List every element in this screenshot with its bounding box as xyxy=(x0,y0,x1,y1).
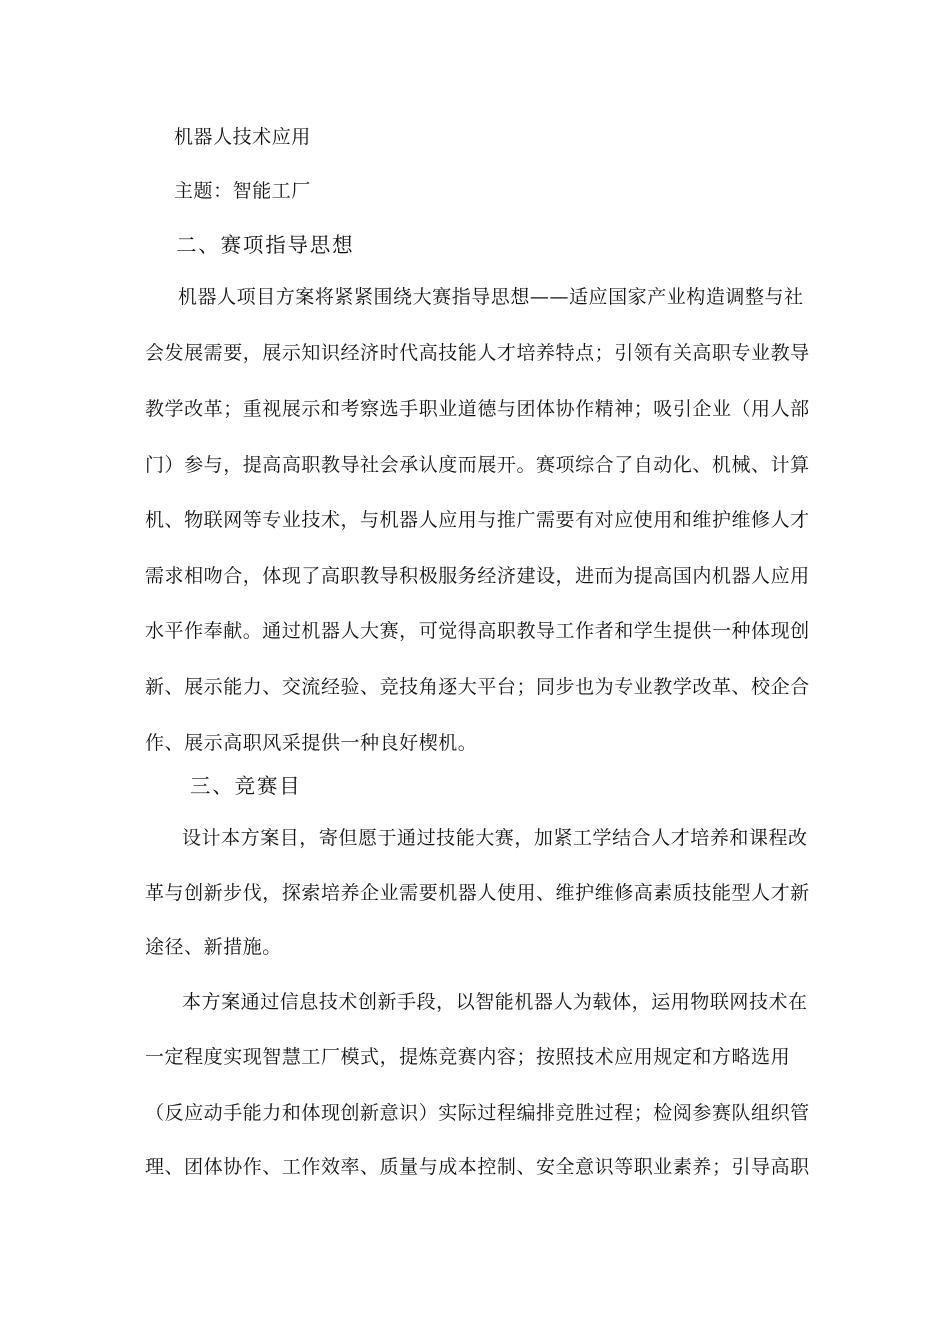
section3-line: 一定程度实现智慧工厂模式，提炼竞赛内容；按照技术应用规定和方略选用 xyxy=(145,1046,791,1068)
section2-line: 会发展需要，展示知识经济时代高技能人才培养特点；引领有关高职专业教导 xyxy=(145,342,810,364)
section2-line: 机、物联网等专业技术，与机器人应用与推广需要有对应使用和维护维修人才 xyxy=(145,509,810,531)
section3-heading: 三、竞赛目 xyxy=(190,774,302,798)
document-title: 机器人技术应用 xyxy=(174,126,311,148)
section3-line: 本方案通过信息技术创新手段，以智能机器人为载体，运用物联网技术在 xyxy=(182,991,808,1013)
section2-heading: 二、赛项指导思想 xyxy=(176,233,355,257)
section3-line: （反应动手能力和体现创新意识）实际过程编排竞胜过程；检阅参赛队组织管 xyxy=(145,1102,810,1124)
section3-line: 途径、新措施。 xyxy=(145,936,282,958)
section2-line: 需求相吻合，体现了高职教导积极服务经济建设，进而为提高国内机器人应用 xyxy=(145,565,810,587)
section2-line: 门）参与，提高高职教导社会承认度而展开。赛项综合了自动化、机械、计算 xyxy=(145,454,810,476)
document-theme: 主题：智能工厂 xyxy=(174,180,311,202)
section3-line: 革与创新步伐，探索培养企业需要机器人使用、维护维修高素质技能型人才新 xyxy=(145,882,810,904)
section2-line: 水平作奉献。通过机器人大赛，可觉得高职教导工作者和学生提供一种体现创 xyxy=(145,620,810,642)
section3-line: 理、团体协作、工作效率、质量与成本控制、安全意识等职业素养；引导高职 xyxy=(145,1156,810,1178)
section2-line: 新、展示能力、交流经验、竞技角逐大平台；同步也为专业教学改革、校企合 xyxy=(145,676,810,698)
section2-line: 教学改革；重视展示和考察选手职业道德与团体协作精神；吸引企业（用人部 xyxy=(145,398,810,420)
section2-line: 机器人项目方案将紧紧围绕大赛指导思想——适应国家产业构造调整与社 xyxy=(178,286,804,308)
section3-line: 设计本方案目，寄但愿于通过技能大赛，加紧工学结合人才培养和课程改 xyxy=(182,827,808,849)
section2-line: 作、展示高职风采提供一种良好楔机。 xyxy=(145,732,478,754)
